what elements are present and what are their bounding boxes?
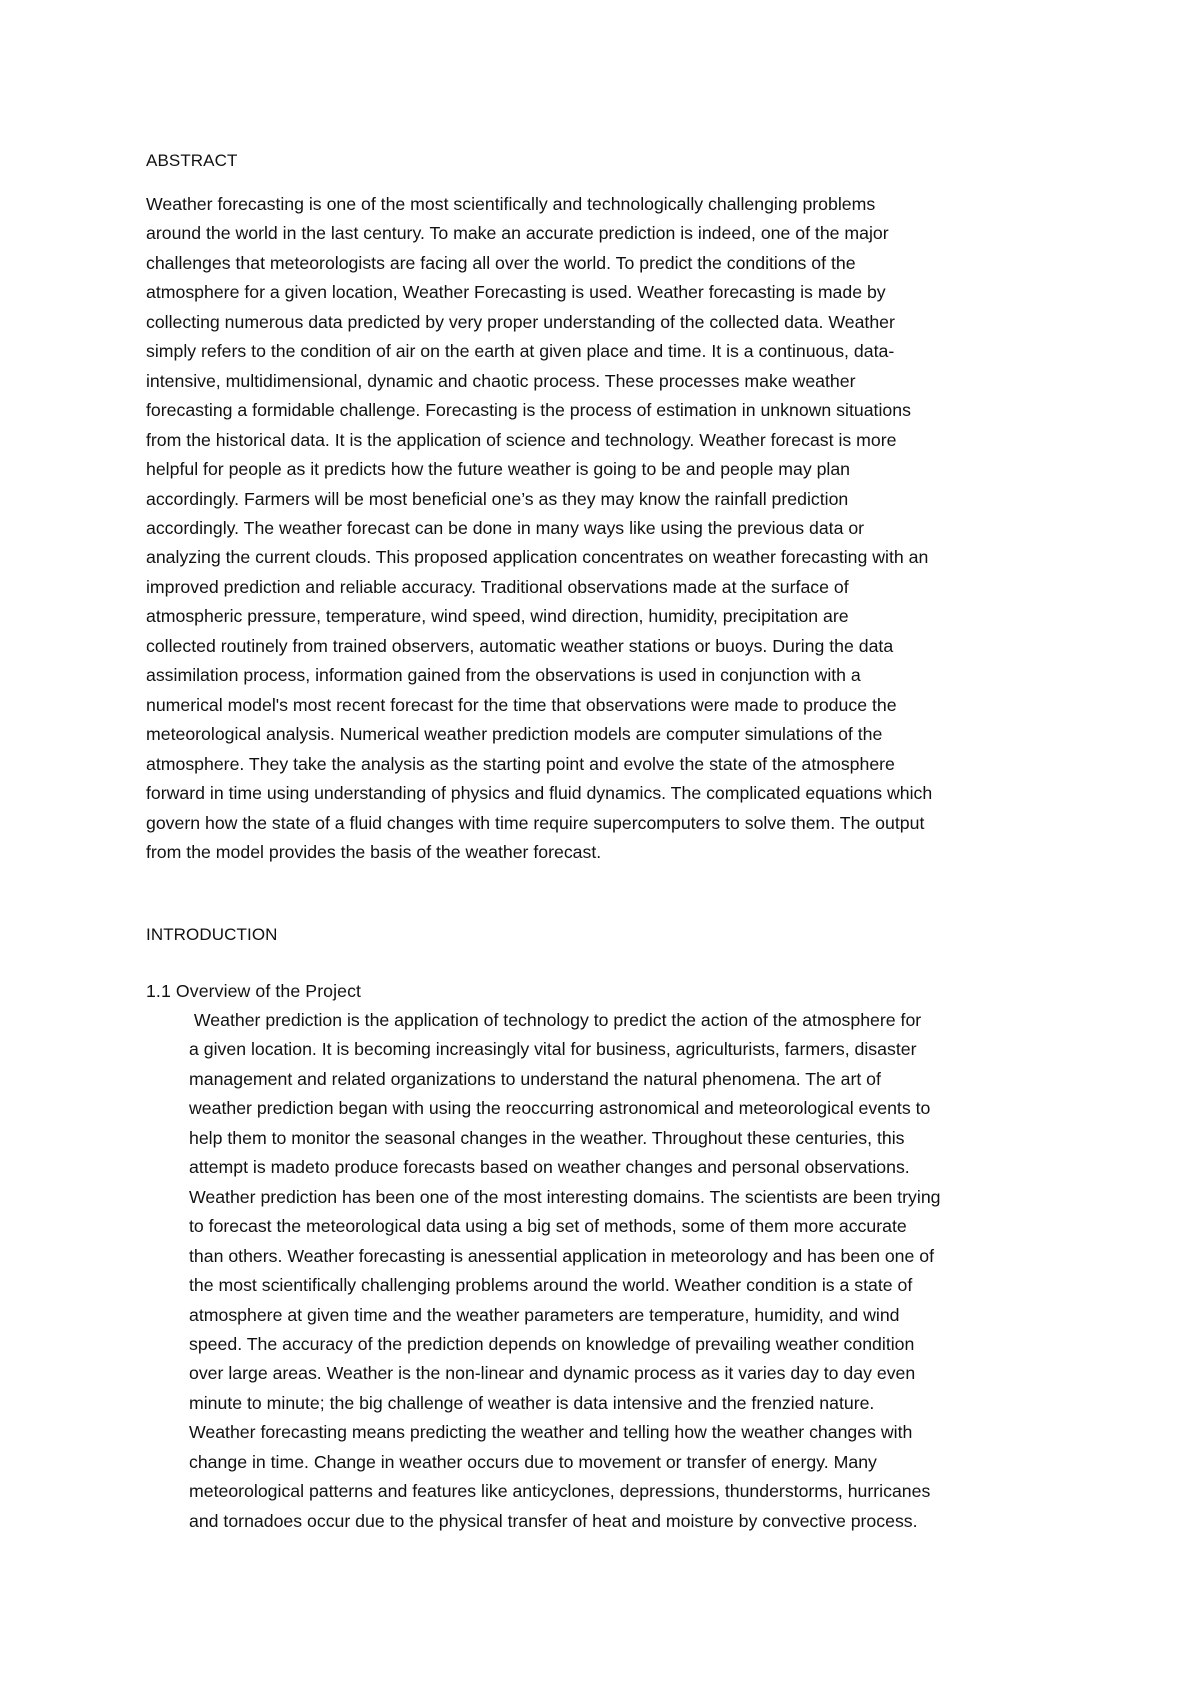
abstract-heading: ABSTRACT (146, 151, 238, 170)
abstract-line: analyzing the current clouds. This proposed application concentrates on weather forecasting with an (146, 547, 929, 568)
abstract-line: around the world in the last century. To make an accurate prediction is indeed, one of the major (146, 223, 889, 244)
abstract-line: intensive, multidimensional, dynamic and chaotic process. These processes make weather (146, 370, 856, 391)
introduction-line: management and related organizations to understand the natural phenomena. The art of (189, 1068, 881, 1089)
abstract-line: Weather forecasting is one of the most scientifically and technologically challenging problems (146, 194, 876, 214)
introduction-paragraph (189, 1006, 941, 1536)
abstract-line: accordingly. Farmers will be most beneficial one’s as they may know the rainfall prediction (146, 488, 849, 509)
introduction-line: Weather prediction has been one of the most interesting domains. The scientists are been trying (189, 1186, 941, 1207)
introduction-line: to forecast the meteorological data using a big set of methods, some of them more accurate (189, 1216, 907, 1237)
abstract-line: atmospheric pressure, temperature, wind speed, wind direction, humidity, precipitation are (146, 606, 849, 627)
abstract-line: atmosphere for a given location, Weather Forecasting is used. Weather forecasting is made by (146, 282, 886, 303)
abstract-line: improved prediction and reliable accuracy. Traditional observations made at the surface of (146, 576, 849, 597)
abstract-line: helpful for people as it predicts how the future weather is going to be and people may plan (146, 459, 851, 480)
abstract-line: govern how the state of a fluid changes with time require supercomputers to solve them. The output (146, 812, 925, 833)
introduction-line: weather prediction began with using the reoccurring astronomical and meteorological events to (189, 1098, 931, 1119)
introduction-line: atmosphere at given time and the weather parameters are temperature, humidity, and wind (189, 1304, 900, 1325)
introduction-line: than others. Weather forecasting is anessential application in meteorology and has been one of (189, 1245, 934, 1266)
introduction-line: over large areas. Weather is the non-linear and dynamic process as it varies day to day even (189, 1363, 916, 1384)
abstract-line: forecasting a formidable challenge. Forecasting is the process of estimation in unknown situations (146, 400, 911, 421)
introduction-line: and tornadoes occur due to the physical transfer of heat and moisture by convective process. (189, 1510, 918, 1531)
abstract-paragraph (146, 190, 932, 867)
abstract-line: atmosphere. They take the analysis as the starting point and evolve the state of the atmosphere (146, 753, 895, 774)
abstract-line: numerical model's most recent forecast for the time that observations were made to produce the (146, 694, 897, 715)
abstract-line: forward in time using understanding of physics and fluid dynamics. The complicated equations which (146, 783, 933, 804)
introduction-heading: INTRODUCTION (146, 925, 278, 944)
introduction-line: speed. The accuracy of the prediction depends on knowledge of prevailing weather condition (189, 1333, 915, 1354)
abstract-line: assimilation process, information gained from the observations is used in conjunction with a (146, 665, 861, 686)
introduction-line: Weather prediction is the application of technology to predict the action of the atmosphere for (189, 1010, 922, 1030)
introduction-line: change in time. Change in weather occurs due to movement or transfer of energy. Many (189, 1451, 877, 1472)
section-heading: 1.1 Overview of the Project (146, 981, 362, 1001)
introduction-line: meteorological patterns and features like anticyclones, depressions, thunderstorms, hurricanes (189, 1481, 931, 1502)
abstract-line: collected routinely from trained observers, automatic weather stations or buoys. During the data (146, 635, 894, 656)
abstract-line: from the model provides the basis of the weather forecast. (146, 841, 602, 862)
abstract-line: from the historical data. It is the application of science and technology. Weather forecast is more (146, 429, 897, 450)
abstract-line: challenges that meteorologists are facing all over the world. To predict the conditions of the (146, 252, 856, 273)
abstract-line: accordingly. The weather forecast can be done in many ways like using the previous data or (146, 517, 865, 538)
introduction-line: a given location. It is becoming increasingly vital for business, agriculturists, farmers, disaster (189, 1039, 917, 1060)
abstract-line: meteorological analysis. Numerical weather prediction models are computer simulations of the (146, 724, 883, 745)
introduction-line: minute to minute; the big challenge of weather is data intensive and the frenzied nature. (189, 1392, 875, 1413)
abstract-line: simply refers to the condition of air on the earth at given place and time. It is a continuous, data- (146, 341, 895, 362)
introduction-line: Weather forecasting means predicting the weather and telling how the weather changes with (189, 1422, 913, 1443)
abstract-line: collecting numerous data predicted by very proper understanding of the collected data. Weather (146, 311, 895, 332)
introduction-line: help them to monitor the seasonal changes in the weather. Throughout these centuries, this (189, 1127, 905, 1148)
introduction-line: the most scientifically challenging problems around the world. Weather condition is a state of (189, 1275, 913, 1296)
introduction-line: attempt is madeto produce forecasts based on weather changes and personal observations. (189, 1157, 910, 1178)
